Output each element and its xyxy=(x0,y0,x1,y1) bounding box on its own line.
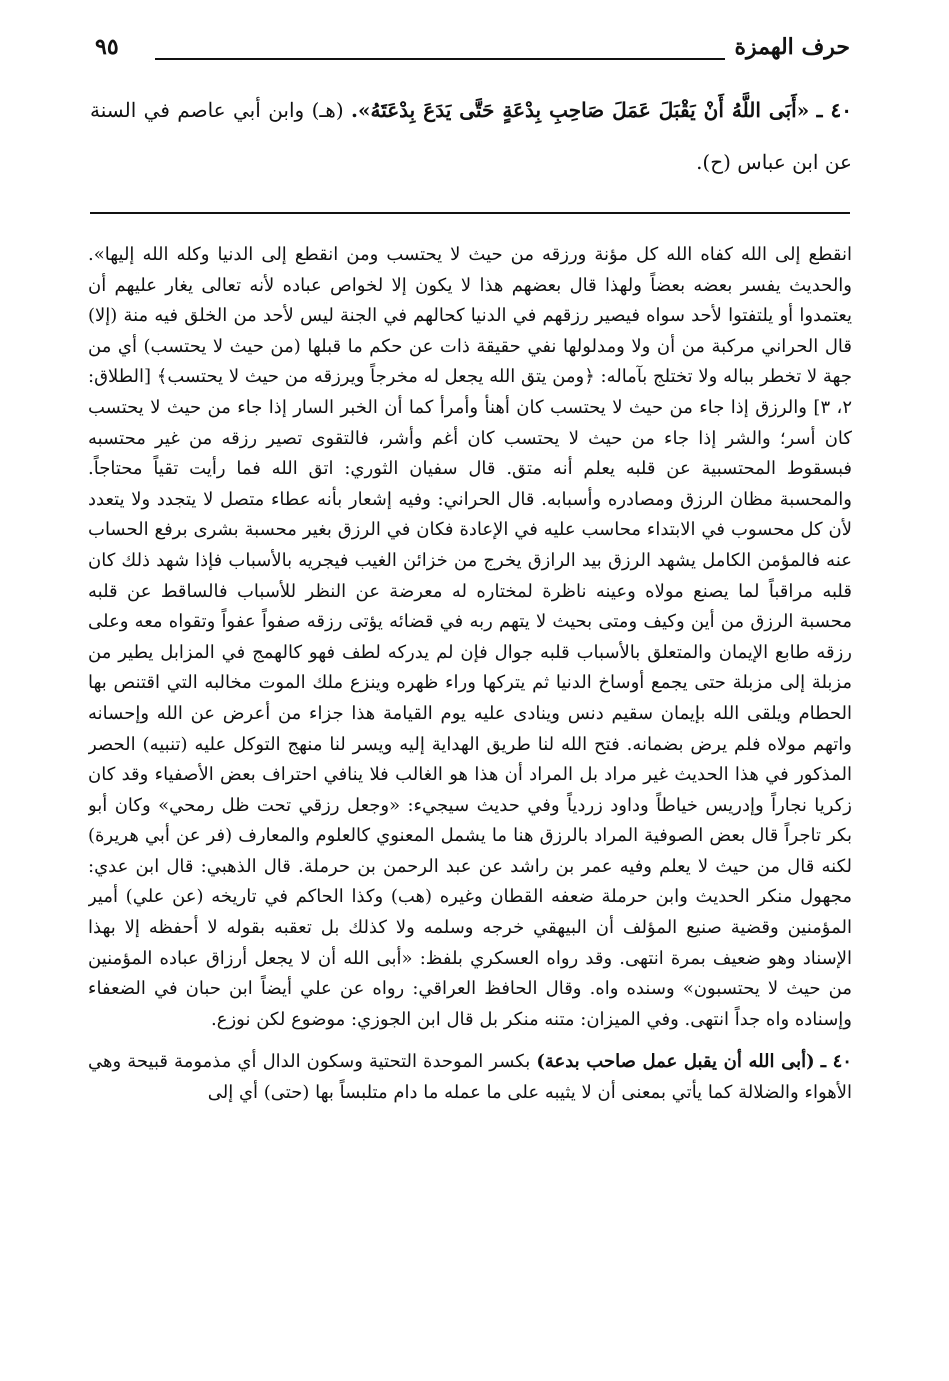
hadith-text: «أَبَى اللَّهُ أَنْ يَقْبَلَ عَمَلَ صَاحِبِ بِدْعَةٍ حَتَّى يَدَعَ بِدْعَتَهُ». xyxy=(351,98,810,122)
next-hadith-explanation: بكسر الموحدة التحتية وسكون الدال أي مذمومة قبيحة وهي الأهواء والضلالة كما يأتي بمعنى أن لا يثيبه على ما عمله ما دام متلبساً بها (حتى) أي إلى xyxy=(88,1051,852,1104)
commentary-block xyxy=(88,240,852,1300)
hadith-source: (هـ) وابن أبي عاصم في السنة عن ابن عباس (ح). xyxy=(90,98,852,174)
hadith-number: ٤٠ ـ xyxy=(816,98,852,122)
chapter-title: حرف الهمزة xyxy=(734,34,850,60)
next-hadith-lemma: (أبى الله أن يقبل عمل صاحب بدعة) xyxy=(536,1051,815,1073)
next-hadith-paragraph xyxy=(88,1047,852,1108)
header-rule xyxy=(155,58,725,60)
page-number: ٩٥ xyxy=(95,34,119,60)
next-hadith-number: ٤٠ ـ xyxy=(820,1051,852,1073)
commentary-paragraph: انقطع إلى الله كفاه الله كل مؤنة ورزقه من حيث لا يحتسب ومن انقطع إلى الدنيا وكله الله إليها». والحديث يفسر بعضه بعضاً ولهذا قال بعضهم هذا لا يكون إلا لخواص عباده لأنه تعالى يغار عليهم أن يعتمدوا أو يلتفتوا لأحد سواه فيصير رزقهم في الدنيا كحالهم في الجنة ليس لأحد من الخلق فيه منة (إلا) قال الحراني مركبة من أن ولا ومدلولها نفي حقيقة ذات عن حكم ما قبلها (من حيث لا يحتسب) أي من جهة لا تخطر بباله ولا تختلج بآماله: ﴿ومن يتق الله يجعل له مخرجاً ويرزقه من حيث لا يحتسب﴾ [الطلاق: ٢، ٣] والرزق إذا جاء من حيث لا يحتسب كان أهنأ وأمرأ كما أن الخبر السار إذا جاء من حيث لا يحتسب كان أسر؛ والشر إذا جاء من حيث لا يحتسب كان أغم وأشر، فالتقوى تصير رزقه من غير محتسبه فبسقوط المحتسبية عن قلبه يعلم أنه متق. قال سفيان الثوري: اتق الله فما رأيت تقياً محتاجاً. والمحسبة مظان الرزق ومصادره وأسبابه. قال الحراني: وفيه إشعار بأنه عطاء متصل لا يتجدد ولا يتعدد لأن كل محسوب في الابتداء محاسب عليه في الإعادة فكان في الرزق بغير محسبة بشرى برفع الحساب عنه فالمؤمن الكامل يشهد الرزق بيد الرازق يخرج من خزائن الغيب فيجريه بالأسباب فإذا شهد ذلك كان قلبه مراقباً لما يصنع مولاه وعينه ناظرة لمختاره له معرضة عن النظر للأسباب فالساقط عن قلبه محسبة الرزق من أين وكيف ومتى بحيث لا يتهم ربه في قضائه يؤتى رزقه صفواً عفواً وتقواه معه وعلى رزقه طابع الإيمان والمتعلق بالأسباب قلبه جوال فإن لم يدركه لطف فهو كالهمج في المزابل يطير من مزبلة إلى مزبلة حتى يجمع أوساخ الدنيا ثم يتركها وراء ظهره وينزع ملك الموت مخالبه التي اقتنص بها الحطام ويلقى الله بإيمان سقيم دنس وينادى عليه يوم القيامة هذا جزاء من أعرض عن الله وإحسانه واتهم مولاه فلم يرض بضمانه. فتح الله لنا طريق الهداية إليه ويسر لنا منهج التوكل عليه (تنبيه) الحصر المذكور في هذا الحديث غير مراد بل المراد أن هذا هو الغالب فلا ينافي احتراف بعض الأصفياء وقد كان زكريا نجاراً وإدريس خياطاً وداود زردياً وفي حديث سيجيء: «وجعل رزقي تحت ظل رمحي» وكان أبو بكر تاجراً قال بعض الصوفية المراد بالرزق هنا ما يشمل المعنوي كالعلوم والمعارف (فر عن أبي هريرة) لكنه قال من حيث لا يعلم وفيه عمر بن راشد عن عبد الرحمن بن حرملة. قال الذهبي: قال ابن عدي: مجهول منكر الحديث وابن حرملة ضعفه القطان وغيره (هب) وكذا الحاكم في تاريخه (عن علي) أمير المؤمنين وقضية صنيع المؤلف أن البيهقي خرجه وسلمه ولا كذلك بل تعقبه بقوله لا أحفظه إلا بهذا الإسناد وهو ضعيف بمرة انتهى. وقد رواه العسكري بلفظ: «أبى الله أن لا يجعل أرزاق عباده المؤمنين من حيث لا يحتسبون» وسنده واه. وقال الحافظ العراقي: رواه عن علي أيضاً ابن حبان في الضعفاء وإسناده واه جداً انتهى. وفي الميزان: متنه منكر بل قال ابن الجوزي: موضوع لكن نوزع. xyxy=(88,244,852,1030)
footnote-divider xyxy=(90,212,850,214)
hadith-matn xyxy=(90,84,852,188)
running-header xyxy=(95,28,850,68)
